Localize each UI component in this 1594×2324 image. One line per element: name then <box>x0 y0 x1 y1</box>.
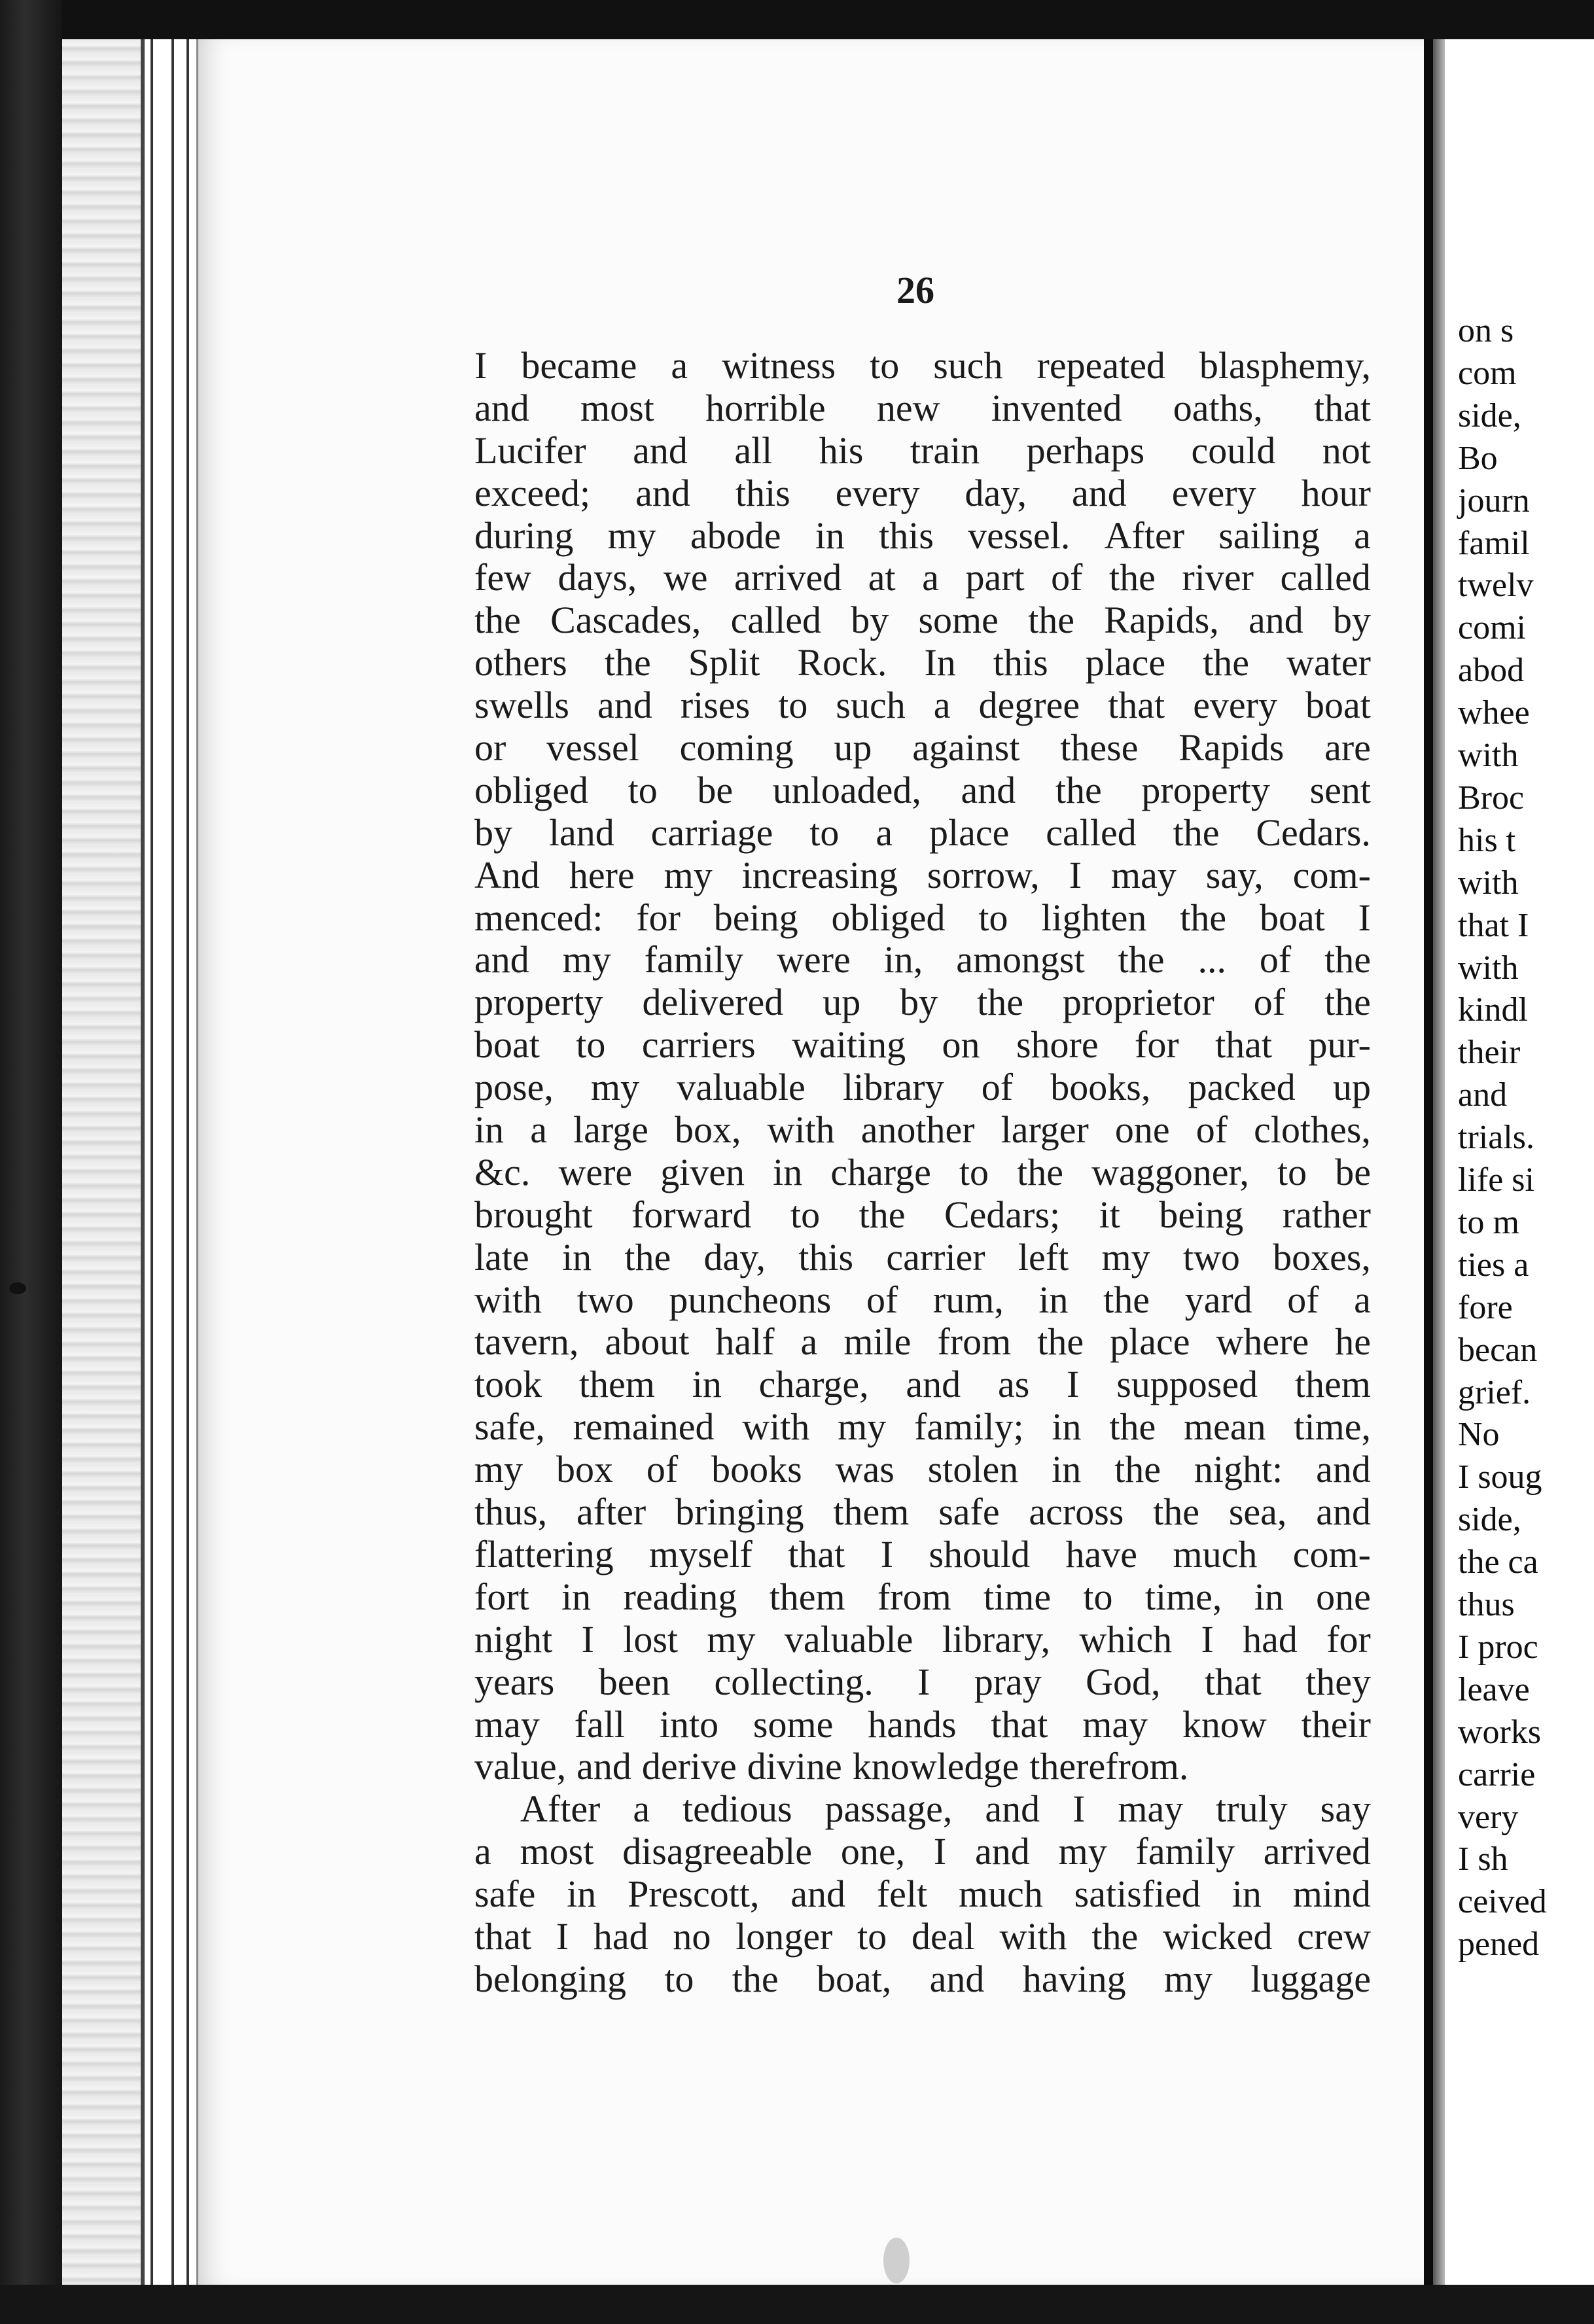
scan-left-border <box>0 0 62 2324</box>
facing-text-line: fore <box>1458 1288 1513 1326</box>
facing-text-line: very <box>1458 1798 1519 1836</box>
facing-text-line: thus <box>1458 1586 1515 1623</box>
text-line: obliged to be unloaded, and the property sent <box>474 768 1371 811</box>
scan-bottom-border <box>0 2285 1594 2324</box>
text-line: &c. were given in charge to the waggoner, to be <box>474 1150 1371 1193</box>
facing-text-line: I proc <box>1458 1628 1538 1666</box>
facing-text-line: Bo <box>1458 439 1498 477</box>
facing-text-line: their <box>1458 1034 1521 1072</box>
text-line: safe, remained with my family; in the mean time, <box>474 1405 1371 1449</box>
text-line: with two puncheons of rum, in the yard of a <box>474 1278 1371 1321</box>
text-line: thus, after bringing them safe across the sea, and <box>474 1490 1371 1534</box>
facing-text-line: pened <box>1458 1926 1540 1963</box>
text-line: and most horrible new invented oaths, that <box>474 386 1371 429</box>
text-line: the Cascades, called by some the Rapids, and by <box>474 599 1371 642</box>
facing-text-line: famil <box>1458 524 1530 562</box>
text-line: swells and rises to such a degree that every boat <box>474 684 1371 727</box>
text-line: menced: for being obliged to lighten the boat I <box>474 896 1371 939</box>
text-line: I became a witness to such repeated blasphemy, <box>474 344 1371 387</box>
facing-text-line: trials. <box>1458 1119 1534 1157</box>
facing-text-line: side, <box>1458 396 1521 434</box>
text-line: property delivered up by the proprietor of the <box>474 981 1371 1024</box>
facing-text-line: life si <box>1458 1161 1534 1199</box>
facing-text-line: with <box>1458 737 1519 774</box>
text-line: safe in Prescott, and felt much satisfied in mind <box>474 1873 1371 1916</box>
facing-text-line: No <box>1458 1416 1500 1454</box>
facing-text-line: with <box>1458 949 1519 987</box>
text-line: my box of books was stolen in the night: and <box>474 1448 1371 1491</box>
binding-edge-line <box>186 39 189 2285</box>
text-line: others the Split Rock. In this place the water <box>474 641 1371 684</box>
page-gutter-shadow <box>1433 39 1445 2285</box>
text-line: fort in reading them from time to time, in one <box>474 1575 1371 1618</box>
text-line: during my abode in this vessel. After sailing a <box>474 514 1371 557</box>
text-line: by land carriage to a place called the Cedars. <box>474 811 1371 854</box>
facing-text-line: works <box>1458 1713 1542 1751</box>
scan-top-border <box>0 0 1594 39</box>
facing-text-line: his t <box>1458 821 1516 859</box>
facing-text-line: and <box>1458 1076 1508 1114</box>
facing-text-line: I soug <box>1458 1458 1542 1496</box>
binding-edge-line <box>151 39 153 2285</box>
text-line: value, and derive divine knowledge therefrom. <box>474 1745 1189 1788</box>
facing-text-line: I sh <box>1458 1840 1508 1878</box>
binding-edge-line <box>171 39 174 2285</box>
facing-text-line: comi <box>1458 609 1526 647</box>
text-line: few days, we arrived at a part of the river called <box>474 556 1371 599</box>
text-line: tavern, about half a mile from the place where he <box>474 1320 1371 1364</box>
page-gutter <box>1424 39 1433 2285</box>
book-binding <box>62 39 145 2285</box>
facing-text-line: with <box>1458 864 1519 902</box>
text-line: exceed; and this every day, and every hour <box>474 471 1371 514</box>
text-line: boat to carriers waiting on shore for that pur- <box>474 1023 1371 1066</box>
facing-text-line: carrie <box>1458 1755 1536 1793</box>
facing-text-line: com <box>1458 354 1517 392</box>
facing-text-line: ceived <box>1458 1883 1547 1921</box>
facing-text-line: that I <box>1458 906 1529 944</box>
text-line: Lucifer and all his train perhaps could not <box>474 429 1371 472</box>
facing-text-line: journ <box>1458 482 1530 519</box>
text-line: and my family were in, amongst the ... of the <box>474 938 1371 981</box>
facing-page <box>1445 39 1594 2285</box>
text-line: After a tedious passage, and I may truly say <box>520 1787 1371 1831</box>
text-line: years been collecting. I pray God, that they <box>474 1660 1371 1703</box>
text-line: pose, my valuable library of books, packed up <box>474 1066 1371 1109</box>
text-line: may fall into some hands that may know their <box>474 1702 1371 1746</box>
text-line: night I lost my valuable library, which I had for <box>474 1617 1371 1661</box>
facing-text-line: twelv <box>1458 567 1534 605</box>
text-line: flattering myself that I should have much com- <box>474 1532 1371 1576</box>
facing-text-line: whee <box>1458 694 1530 732</box>
facing-text-line: kindl <box>1458 991 1528 1029</box>
facing-text-line: grief. <box>1458 1373 1531 1411</box>
text-line: in a large box, with another larger one of clothes, <box>474 1108 1371 1152</box>
paper-tear <box>883 2238 910 2283</box>
page-body-text <box>474 345 1371 2001</box>
text-line: that I had no longer to deal with the wicked crew <box>474 1914 1371 1958</box>
facing-text-line: leave <box>1458 1670 1530 1708</box>
facing-text-line: to m <box>1458 1203 1519 1241</box>
text-line: belonging to the boat, and having my luggage <box>474 1957 1371 2000</box>
text-line: late in the day, this carrier left my two boxes, <box>474 1235 1371 1278</box>
text-line: brought forward to the Cedars; it being rather <box>474 1193 1371 1236</box>
ink-smudge <box>9 1282 26 1294</box>
text-line: took them in charge, and as I supposed them <box>474 1363 1371 1406</box>
text-line: a most disagreeable one, I and my family arrived <box>474 1830 1371 1873</box>
facing-text-line: becan <box>1458 1331 1538 1369</box>
facing-text-line: the ca <box>1458 1543 1538 1581</box>
page-number: 26 <box>896 269 934 311</box>
facing-text-line: side, <box>1458 1501 1521 1539</box>
facing-text-line: Broc <box>1458 779 1525 817</box>
facing-text-line: ties a <box>1458 1246 1529 1284</box>
text-line: And here my increasing sorrow, I may say, com- <box>474 853 1371 896</box>
facing-text-line: on s <box>1458 312 1514 349</box>
text-line: or vessel coming up against these Rapids are <box>474 726 1371 769</box>
facing-text-line: abod <box>1458 652 1525 690</box>
